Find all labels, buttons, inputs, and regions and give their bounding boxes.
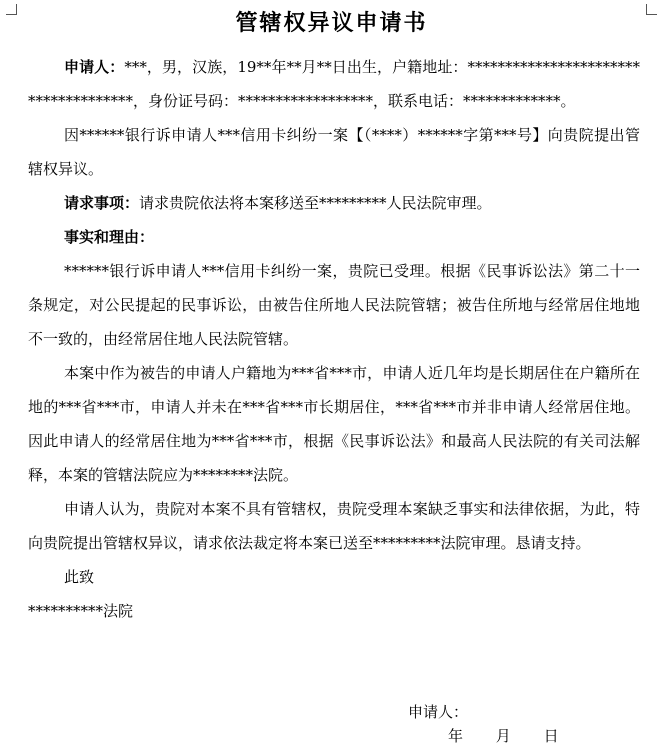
date-year: 年: [448, 727, 464, 745]
applicant-label: 申请人：: [64, 58, 125, 76]
document-title: 管辖权异议申请书: [235, 10, 428, 36]
applicant-paragraph: [28, 50, 640, 118]
date-month: 月: [495, 727, 511, 745]
document-body: [28, 50, 640, 628]
addressee-court: **********法院: [28, 602, 134, 620]
facts-heading: 事实和理由：: [64, 228, 155, 246]
facts-paragraph-1: ******银行诉申请人***信用卡纠纷一案，贵院已受理。根据《民事诉讼法》第二十一条规定，对公民提起的民事诉讼，由被告住所地人民法院管辖；被告住所地与经常居住地地不一致的，由经常居住地人民法院管辖。: [28, 262, 640, 348]
facts-paragraph-3: 申请人认为，贵院对本案不具有管辖权，贵院受理本案缺乏事实和法律依据，为此，特向贵院提出管辖权异议，请求依法裁定将本案已送至*********法院审理。恳请支持。: [28, 500, 640, 552]
request-paragraph: [28, 186, 640, 220]
applicant-info: ***，男，汉族，19**年**月**日出生，户籍地址：*************************************，身份证号码：******************，联系电话：*************。: [28, 58, 640, 110]
request-text: 请求贵院依法将本案移送至*********人民法院审理。: [139, 194, 492, 212]
request-label: 请求事项：: [64, 194, 140, 212]
intro-paragraph: 因******银行诉申请人***信用卡纠纷一案【（****）******字第***号】向贵院提出管辖权异议。: [28, 126, 640, 178]
closing-salutation: 此致: [64, 568, 95, 586]
date-day: 日: [543, 727, 559, 745]
signature-date: [448, 724, 559, 748]
signature-label: 申请人：: [408, 703, 469, 721]
facts-paragraph-2: 本案中作为被告的申请人户籍地为***省***市，申请人近几年均是长期居住在户籍所在地的***省***市，申请人并未在***省***市长期居住，***省***市并非申请人经常居住地。因此申请人的经常居住地为***省***市，根据《民事诉讼法》和最高人民法院的有关司法解释，本案的管辖法院应为********法院。: [28, 364, 640, 484]
